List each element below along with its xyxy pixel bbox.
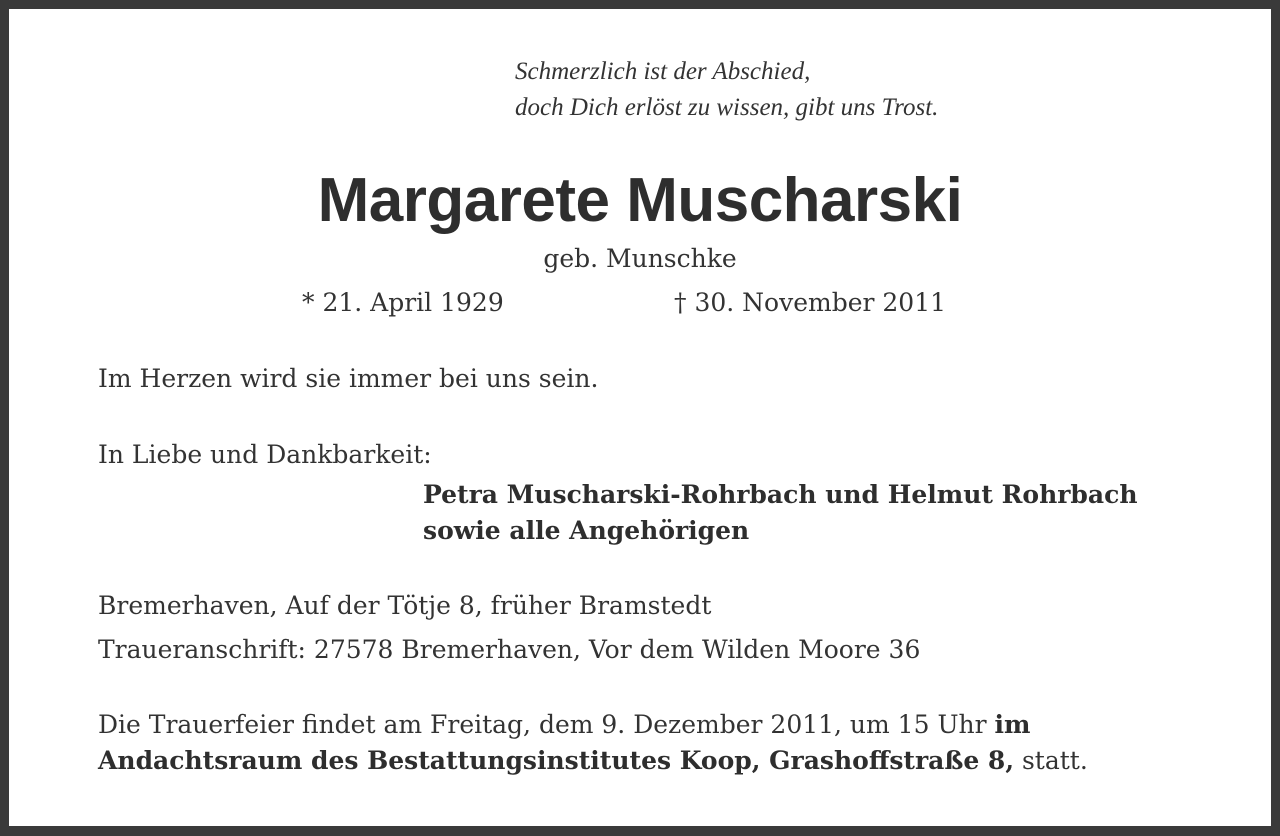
- heart-line: Im Herzen wird sie immer bei uns sein.: [98, 364, 599, 393]
- funeral-line-1-bold: im: [994, 710, 1031, 739]
- funeral-line-1: [98, 707, 1030, 743]
- signers-line-2: sowie alle Angehörigen: [423, 516, 750, 545]
- death-date: † 30. November 2011: [674, 288, 947, 317]
- love-line: In Liebe und Dankbarkeit:: [98, 440, 432, 469]
- funeral-location: Andachtsraum des Bestattungsinstitutes Koop, Grashoffstraße 8,: [98, 746, 1015, 775]
- motto-line-1: Schmerzlich ist der Abschied,: [515, 58, 811, 85]
- funeral-line-2-plain: statt.: [1014, 746, 1088, 775]
- funeral-line-2: [98, 743, 1088, 779]
- maiden-name: geb. Munschke: [543, 244, 737, 273]
- signers-line-1: Petra Muscharski-Rohrbach und Helmut Rohrbach: [423, 480, 1138, 509]
- deceased-name: Margarete Muscharski: [317, 166, 963, 235]
- motto-line-2: doch Dich erlöst zu wissen, gibt uns Trost.: [515, 94, 939, 121]
- birth-date: * 21. April 1929: [302, 288, 504, 317]
- mourning-address: Traueranschrift: 27578 Bremerhaven, Vor dem Wilden Moore 36: [98, 635, 921, 664]
- funeral-line-1-plain: Die Trauerfeier findet am Freitag, dem 9. Dezember 2011, um 15 Uhr: [98, 710, 995, 739]
- residence-address: Bremerhaven, Auf der Tötje 8, früher Bramstedt: [98, 591, 712, 620]
